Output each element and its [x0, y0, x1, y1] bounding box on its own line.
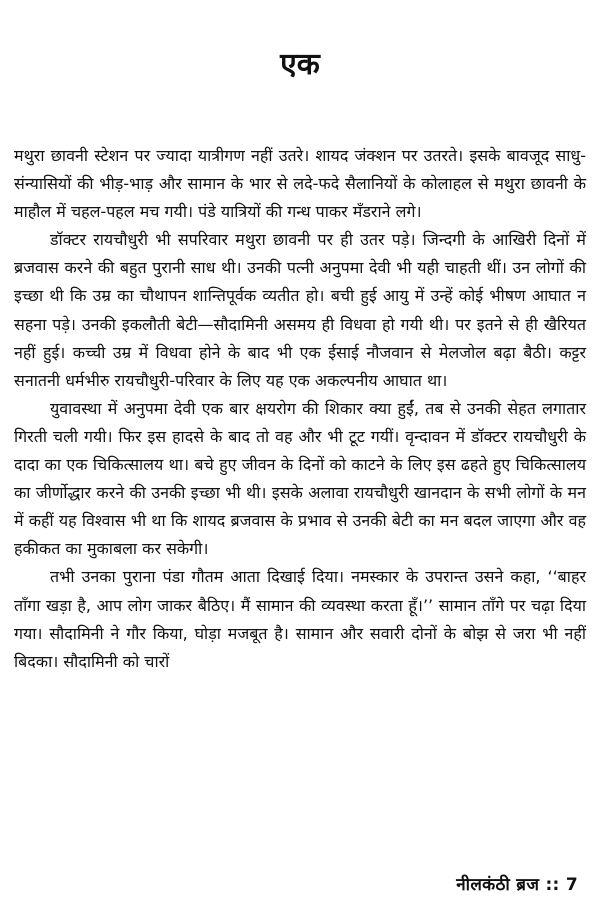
paragraph-2: डॉक्टर रायचौधुरी भी सपरिवार मथुरा छावनी पर ही उतर पड़े। जिन्दगी के आखिरी दिनों में ब्रजवास करने की बहुत पुरानी साध थी। उनकी पत्नी अनुपमा देवी भी यही चाहती थीं। उन लोगों की इच्छा थी कि उम्र का चौथापन शान्तिपूर्वक व्यतीत हो। बची हुई आयु में उन्हें कोई भीषण आघात न सहना पड़े। उनकी इकलौती बेटी—सौदामिनी असमय ही विधवा हो गयी थी। पर इतने से ही खैरियत नहीं हुई। कच्ची उम्र में विधवा होने के बाद भी एक ईसाई नौजवान से मेलजोल बढ़ा बैठी। कट्टर सनातनी धर्मभीरु रायचौधुरी-परिवार के लिए यह एक अकल्पनीय आघात था। — [14, 230, 586, 390]
paragraph-1: मथुरा छावनी स्टेशन पर ज्यादा यात्रीगण नहीं उतरे। शायद जंक्शन पर उतरते। इसके बावजूद साधु-संन्यासियों की भीड़-भाड़ और सामान के भार से लदे-फदे सैलानियों के कोलाहल से मथुरा छावनी के माहौल में चहल-पहल मच गयी। पंडे यात्रियों की गन्ध पाकर मँडराने लगे। — [14, 146, 586, 222]
body-text — [14, 142, 586, 676]
running-footer: नीलकंठी ब्रज :: 7 — [456, 875, 578, 895]
paragraph-4: तभी उनका पुराना पंडा गौतम आता दिखाई दिया। नमस्कार के उपरान्त उसने कहा, ‘‘बाहर ताँगा खड़ा है, आप लोग जाकर बैठिए। मैं सामान की व्यवस्था करता हूँ।’’ सामान ताँगे पर चढ़ा दिया गया। सौदामिनी ने गौर किया, घोड़ा मजबूत है। सामान और सवारी दोनों के बोझ से जरा भी नहीं बिदका। सौदामिनी को चारों — [14, 567, 586, 671]
paragraph-3: युवावस्था में अनुपमा देवी एक बार क्षयरोग की शिकार क्या हुईं, तब से उनकी सेहत लगातार गिरती चली गयी। फिर इस हादसे के बाद तो वह और भी टूट गयीं। वृन्दावन में डॉक्टर रायचौधुरी के दादा का एक चिकित्सालय था। बचे हुए जीवन के दिनों को काटने के लिए इस ढहते हुए चिकित्सालय का जीर्णोद्धार करने की उनकी इच्छा भी थी। इसके अलावा रायचौधुरी खानदान के सभी लोगों के मन में कहीं यह विश्वास भी था कि शायद ब्रजवास के प्रभाव से उनकी बेटी का मन बदल जाएगा और वह हकीकत का मुकाबला कर सकेगी। — [14, 398, 586, 559]
chapter-title: एक — [280, 47, 320, 82]
